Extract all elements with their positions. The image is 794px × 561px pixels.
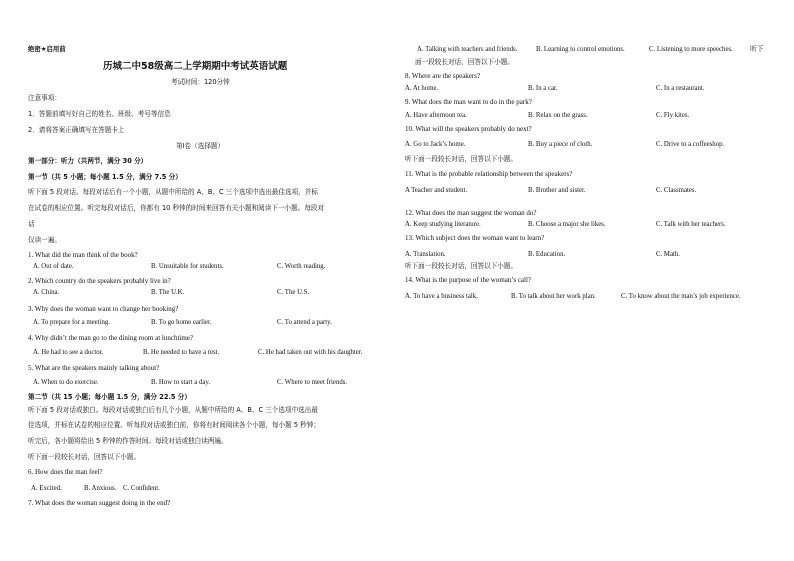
exam-time: 考试时间：120分钟 <box>171 78 230 86</box>
q2-option-a[interactable]: A. China. <box>33 289 60 296</box>
q4-option-c[interactable]: C. He had taken out with his daughter. <box>258 349 363 356</box>
question-2: 2. Which country do the speakers probably live in? <box>28 277 171 285</box>
sec1-instr-1: 听下面 5 段对话。每段对话后有一个小题，从题中所给的 A、B、C 三个选项中选出最佳选项，并标 <box>28 188 318 196</box>
sec2-instr-2: 佳选项，并标在试卷的相应位置。听每段对话或独白前，你将有时间阅读各个小题，每小题 5 秒钟； <box>28 421 320 429</box>
q7-option-b[interactable]: B. Learning to control emotions. <box>536 46 625 53</box>
listen-long-instr-2: 面一段较长对话，回答以下小题。 <box>415 58 514 66</box>
secret-label: 绝密★启用前 <box>28 45 66 53</box>
question-7: 7. What does the woman suggest doing in the end? <box>28 499 171 507</box>
question-1: 1. What did the man think of the book? <box>28 251 138 259</box>
q5-option-b[interactable]: B. How to start a day. <box>151 379 211 386</box>
q10-option-c[interactable]: C. Drive to a coffeeshop. <box>656 141 725 148</box>
q7-option-c[interactable]: C. Listening to more speeches. <box>649 46 733 53</box>
q11-option-b[interactable]: B. Brother and sister. <box>528 187 586 194</box>
q5-option-a[interactable]: A. When to do exercise. <box>33 379 99 386</box>
note-2: 2．请将答案正确填写在答题卡上 <box>28 126 125 134</box>
notes-heading: 注意事项： <box>28 94 61 102</box>
q9-option-c[interactable]: C. Fly kites. <box>656 112 690 119</box>
question-3: 3. Why does the woman want to change her booking? <box>28 305 179 313</box>
q8-option-b[interactable]: B. In a car. <box>528 85 558 92</box>
q13-option-a[interactable]: A. Translation. <box>405 251 446 258</box>
q14-option-b[interactable]: B. To talk about her work plan. <box>511 293 596 300</box>
q2-option-c[interactable]: C. The U.S. <box>277 289 310 296</box>
sec2-instr-1: 听下面 5 段对话或独白。每段对话或独白后有几个小题，从题中所给的 A、B、C 三个选项中选出最 <box>28 406 318 414</box>
q14-option-c[interactable]: C. To know about the man’s job experience. <box>621 293 741 300</box>
q11-option-c[interactable]: C. Classmates. <box>656 187 697 194</box>
q6-option-c[interactable]: C. Confident. <box>123 485 160 492</box>
question-13: 13. Which subject does the woman want to learn? <box>405 234 545 242</box>
q11-option-a[interactable]: A Teacher and student. <box>405 187 468 194</box>
listen-long-instr: 听下面一段较长对话，回答以下小题。 <box>28 453 141 461</box>
exam-title: 历城二中58级高二上学期期中考试英语试题 <box>103 61 288 72</box>
q1-option-a[interactable]: A. Out of date. <box>33 263 74 270</box>
question-8: 8. Where are the speakers? <box>405 72 481 80</box>
part1-title: 第一部分：听力（共两节，满分 30 分） <box>28 157 148 165</box>
q14-option-a[interactable]: A. To have a business talk. <box>405 293 478 300</box>
q4-option-a[interactable]: A. He had to see a doctor. <box>33 349 104 356</box>
q6-option-a[interactable]: A. Excited. <box>31 485 62 492</box>
q10-option-b[interactable]: B. Buy a piece of cloth. <box>528 141 593 148</box>
q10-option-a[interactable]: A. Go to Jack’s home. <box>405 141 466 148</box>
q12-option-c[interactable]: C. Talk with her teachers. <box>656 221 726 228</box>
q13-option-b[interactable]: B. Education. <box>528 251 566 258</box>
q3-option-b[interactable]: B. To go home earlier. <box>151 319 212 326</box>
q8-option-a[interactable]: A. At home. <box>405 85 439 92</box>
q1-option-c[interactable]: C. Worth reading. <box>277 263 326 270</box>
q8-option-c[interactable]: C. In a restaurant. <box>656 85 705 92</box>
q3-option-a[interactable]: A. To prepare for a meeting. <box>33 319 110 326</box>
q1-option-b[interactable]: B. Unsuitable for students. <box>151 263 224 270</box>
q7-option-a[interactable]: A. Talking with teachers and friends. <box>417 46 518 53</box>
question-11: 11. What is the probable relationship between the speakers? <box>405 170 573 178</box>
question-10: 10. What will the speakers probably do next? <box>405 125 532 133</box>
sec2-title: 第二节（共 15 小题；每小题 1.5 分，满分 22.5 分） <box>28 393 191 401</box>
sec1-instr-3: 话 <box>28 220 35 228</box>
q2-option-b[interactable]: B. The U.K. <box>151 289 185 296</box>
question-4: 4. Why didn’t the man go to the dining room at lunchtime? <box>28 334 193 342</box>
sec1-title: 第一节（共 5 小题；每小题 1.5 分，满分 7.5 分） <box>28 173 182 181</box>
q13-option-c[interactable]: C. Math. <box>656 251 680 258</box>
q9-option-b[interactable]: B. Relax on the grass. <box>528 112 588 119</box>
sec1-instr-4: 仅读一遍。 <box>28 236 61 244</box>
question-6: 6. How does the man feel? <box>28 468 103 476</box>
q9-option-a[interactable]: A. Have afternoon tea. <box>405 112 467 119</box>
note-1: 1．答题前填写好自己的姓名、班级、考号等信息 <box>28 110 171 118</box>
q6-option-b[interactable]: B. Anxious. <box>84 485 117 492</box>
question-5: 5. What are the speakers mainly talking about? <box>28 364 160 372</box>
listen-long-cont: 听下 <box>750 45 764 53</box>
volume-heading: 第Ⅰ卷（选择题） <box>176 142 225 150</box>
question-12: 12. What does the man suggest the woman do? <box>405 209 537 217</box>
listen-long-instr-3: 听下面一段较长对话，回答以下小题。 <box>405 155 518 163</box>
listen-long-instr-4: 听下面一段较长对话，回答以下小题。 <box>405 262 518 270</box>
q4-option-b[interactable]: B. He needed to have a rest. <box>143 349 220 356</box>
sec2-instr-3: 听完后，各小题将给出 5 秒钟的作答时间。每段对话或独白读两遍。 <box>28 437 228 445</box>
q12-option-a[interactable]: A. Keep studying literature. <box>405 221 481 228</box>
sec1-instr-2: 在试卷的相应位置。听完每段对话后，你都有 10 秒钟的时间来回答有关小题和阅读下一小题。每段对 <box>28 204 325 212</box>
question-14: 14. What is the purpose of the woman’s call? <box>405 276 532 284</box>
question-9: 9. What does the man want to do in the park? <box>405 98 532 106</box>
q3-option-c[interactable]: C. To attend a party. <box>277 319 332 326</box>
q5-option-c[interactable]: C. Where to meet friends. <box>277 379 348 386</box>
q12-option-b[interactable]: B. Choose a major she likes. <box>528 221 606 228</box>
